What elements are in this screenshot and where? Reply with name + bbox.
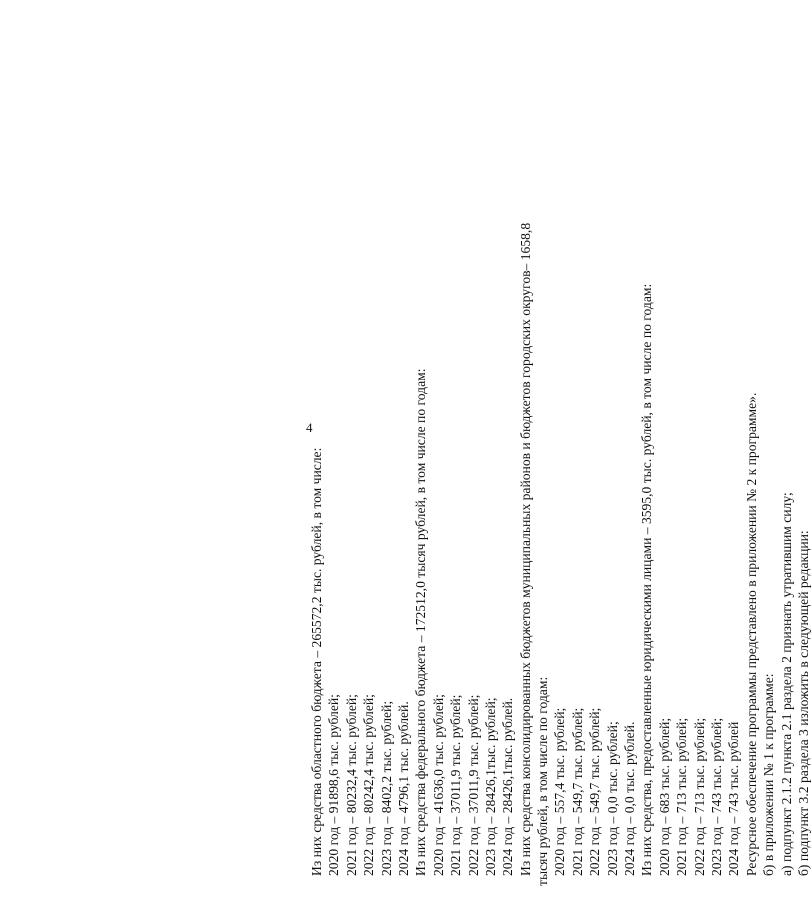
text-line: 2022 год – 80242,4 тыс. рублей; — [361, 694, 377, 876]
text-line: 2021 год – 549,7 тыс. рублей; — [569, 707, 585, 876]
text-line: тысяч рублей, в том числе по годам: — [535, 676, 551, 886]
text-line: Из них средства областного бюджета – 265572,2 тыс. рублей, в том числе: — [309, 447, 324, 876]
page-number: 4 — [306, 420, 313, 435]
text-line: а) подпункт 2.1.2 пункта 2.1 раздела 2 признать утратившим силу; — [778, 492, 794, 876]
text-line: 2020 год – 557,4 тыс. рублей; — [552, 707, 568, 876]
text-line: Из них средства федерального бюджета – 172512,0 тысяч рублей, в том числе по годам: — [413, 368, 429, 876]
text-line: 2022 год – 549,7 тыс. рублей; — [587, 707, 603, 876]
text-line: 2024 год – 4796,1 тыс. рублей. — [395, 701, 411, 876]
text-line: 2024 год – 28426,1тыс. рублей. — [500, 697, 516, 876]
text-line: 2023 год – 8402,2 тыс. рублей; — [378, 700, 394, 876]
text-line: 2024 год – 0,0 тыс. рублей. — [622, 721, 638, 876]
text-line: б) в приложении № 1 к программе: — [761, 673, 777, 876]
text-line: 2020 год – 683 тыс. рублей; — [656, 717, 672, 876]
text-line: 2023 год – 28426,1тыс. рублей; — [482, 697, 498, 876]
text-line: 2022 год – 713 тыс. рублей; — [691, 717, 707, 876]
document-body — [308, 222, 812, 886]
text-line: 2022 год – 37011,9 тыс. рублей; — [465, 694, 481, 876]
text-line: 2021 год – 713 тыс. рублей; — [674, 717, 690, 876]
text-line: 2021 год – 37011,9 тыс. рублей; — [448, 694, 464, 876]
text-line: 2023 год – 0,0 тыс. рублей; — [604, 721, 620, 876]
text-line: 2020 год – 91898,6 тыс. рублей; — [326, 694, 342, 876]
text-line: 2024 год – 743 тыс. рублей — [726, 721, 742, 876]
text-line: 2023 год – 743 тыс. рублей; — [708, 717, 724, 876]
text-line: 2020 год – 41636,0 тыс. рублей; — [430, 694, 446, 876]
text-line: Из них средства консолидированных бюджетов муниципальных районов и бюджетов городских округов– 1658,8 — [517, 222, 533, 876]
text-line: б) подпункт 3.2 раздела 3 изложить в следующей редакции: — [795, 530, 811, 876]
text-line: Ресурсное обеспечение программы представлено в приложении № 2 к программе». — [743, 392, 759, 876]
text-line: 2021 год – 80232,4 тыс. рублей; — [343, 694, 359, 876]
text-line: Из них средства, предоставленные юридическими лицами – 3595,0 тыс. рублей, в том числе по годам: — [639, 283, 655, 876]
